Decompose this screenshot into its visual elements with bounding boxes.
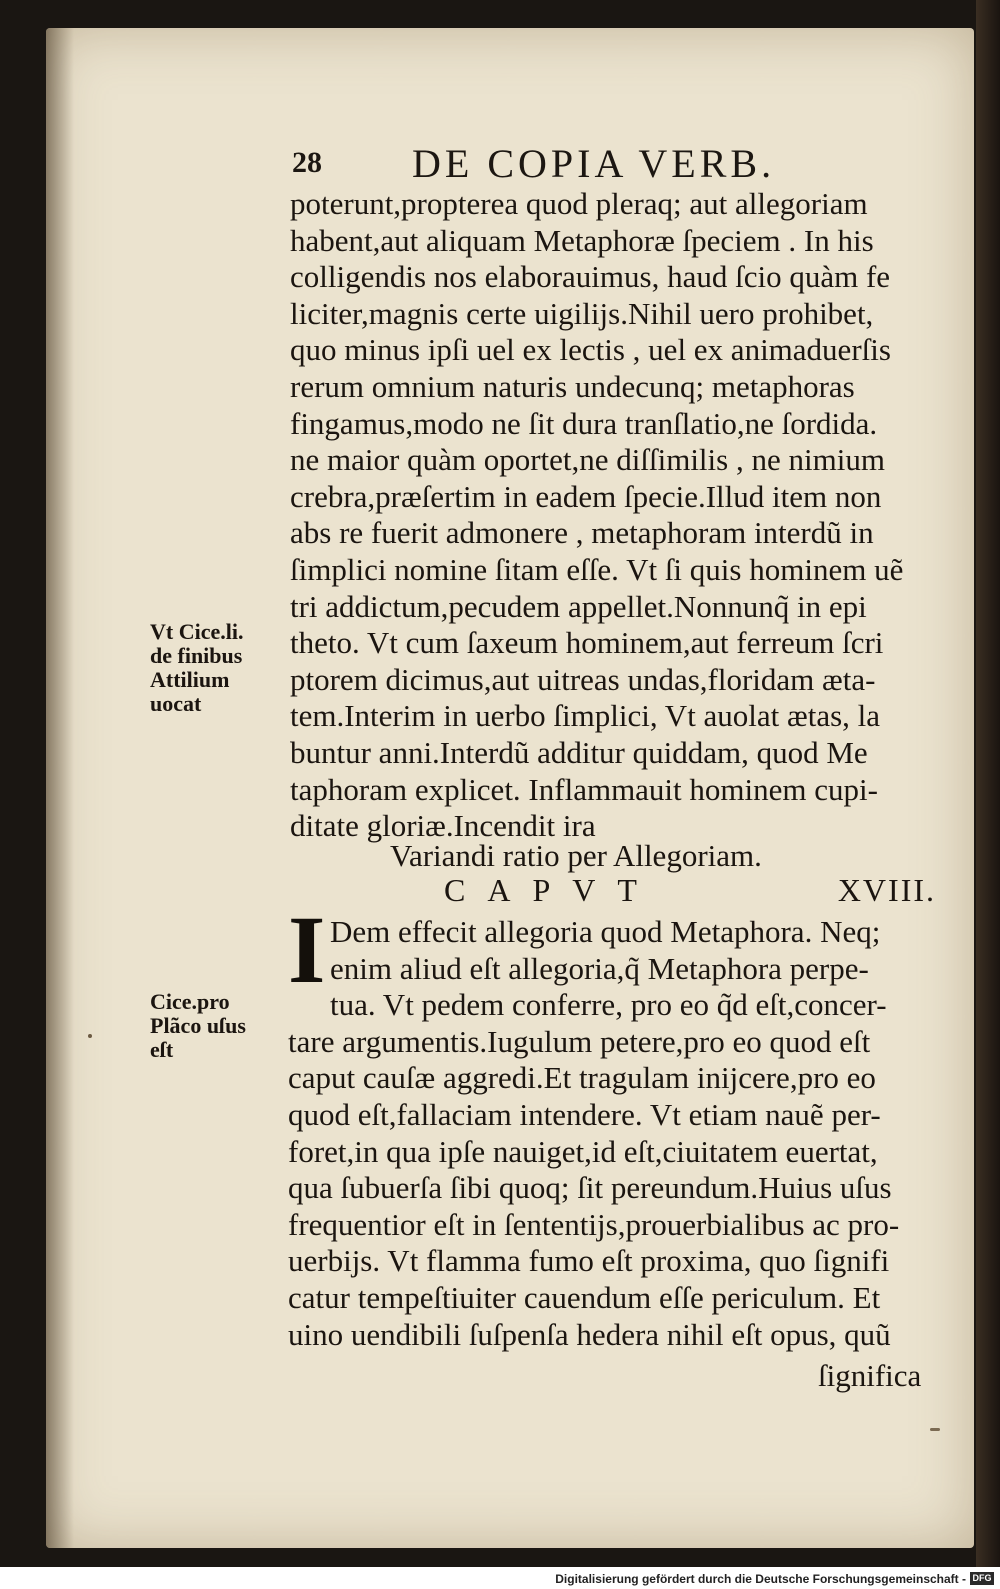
text-line: abs re fuerit admonere , metaphoram interdũ in bbox=[290, 515, 874, 551]
text-line: enim aliud eſt allegoria,q̃ Metaphora perpe- bbox=[330, 950, 869, 986]
book-spine bbox=[976, 0, 1000, 1570]
text-line: ne maior quàm oportet,ne diſſimilis , ne nimium bbox=[290, 442, 885, 478]
text-line: liciter,magnis certe uigilijs.Nihil uero prohibet, bbox=[290, 295, 874, 331]
text-line: theto. Vt cum ſaxeum hominem,aut ferreum ſcri bbox=[290, 625, 884, 661]
text-line: poterunt,propterea quod pleraq; aut allegoriam bbox=[290, 186, 868, 221]
text-line: ſimplici nomine ſitam eſſe. Vt ſi quis hominem uẽ bbox=[290, 551, 904, 587]
drop-cap: I bbox=[288, 896, 326, 1003]
text-line: tua. Vt pedem conferre, pro eo q̃d eſt,concer- bbox=[330, 987, 887, 1023]
paper-speck bbox=[930, 1428, 940, 1431]
text-line: habent,aut aliquam Metaphoræ ſpeciem . In his bbox=[290, 222, 874, 258]
paper-speck bbox=[88, 1034, 92, 1038]
page-number: 28 bbox=[292, 146, 322, 179]
footer-bar bbox=[0, 1567, 1000, 1589]
text-line: Dem effecit allegoria quod Metaphora. Neq; bbox=[330, 914, 881, 949]
marginal-note bbox=[150, 620, 285, 716]
marginal-note bbox=[150, 990, 285, 1062]
chapter-label: CAPVT bbox=[444, 872, 659, 908]
marginal-note-line: Vt Cice.li. bbox=[150, 619, 244, 644]
text-line: colligendis nos elaborauimus, haud ſcio quàm fe bbox=[290, 259, 891, 295]
text-line: catur tempeſtiuiter cauendum eſſe periculum. Et bbox=[288, 1279, 881, 1315]
text-line: taphoram explicet. Inflammauit hominem cupi- bbox=[290, 771, 878, 807]
text-line: qua ſubuerſa ſibi quoq; ſit pereundum.Huius uſus bbox=[288, 1170, 892, 1206]
marginal-note-line: de finibus bbox=[150, 643, 243, 668]
marginal-note-line: eſt bbox=[150, 1037, 174, 1062]
text-line: quod eſt,fallaciam intendere. Vt etiam nauẽ per- bbox=[288, 1096, 881, 1132]
marginal-note-line: Cice.pro bbox=[150, 989, 230, 1014]
text-line: buntur anni.Interdũ additur quiddam, quod Me bbox=[290, 734, 868, 770]
body-text bbox=[290, 186, 944, 845]
chapter-number: XVIII. bbox=[837, 872, 936, 908]
text-line: foret,in qua ipſe nauiget,id eſt,ciuitatem euertat, bbox=[288, 1133, 878, 1169]
marginal-note-line: Attilium bbox=[150, 667, 230, 692]
chapter-text bbox=[288, 914, 944, 1353]
chapter-heading bbox=[444, 872, 944, 912]
section-title: Variandi ratio per Allegoriam. bbox=[390, 838, 762, 873]
text-line: caput cauſæ aggredi.Et tragulam inijcere,pro eo bbox=[288, 1060, 876, 1096]
dfg-logo: DFG bbox=[970, 1572, 994, 1585]
marginal-note-line: uocat bbox=[150, 691, 202, 716]
running-head: DE COPIA VERB. bbox=[412, 141, 776, 186]
page-gutter-shadow bbox=[46, 28, 74, 1548]
page-header bbox=[292, 140, 942, 184]
marginal-note-line: Plãco uſus bbox=[150, 1013, 246, 1038]
text-line: quo minus ipſi uel ex lectis , uel ex animaduerſis bbox=[290, 332, 891, 368]
text-line: rerum omnium naturis undecunq; metaphoras bbox=[290, 368, 855, 404]
text-line: frequentior eſt in ſententijs,prouerbialibus ac pro- bbox=[288, 1206, 900, 1242]
text-line: ptorem dicimus,aut uitreas undas,floridam æta- bbox=[290, 661, 876, 697]
text-line: uerbijs. Vt flamma fumo eſt proxima, quo ſignifi bbox=[288, 1243, 890, 1279]
text-line: tri addictum,pecudem appellet.Nonnunq̃ in epi bbox=[290, 588, 867, 624]
text-line: crebra,præſertim in eadem ſpecie.Illud item non bbox=[290, 478, 882, 514]
catchword: ſignifica bbox=[818, 1358, 922, 1393]
text-line: tare argumentis.Iugulum petere,pro eo quod eſt bbox=[288, 1023, 871, 1059]
text-line: tem.Interim in uerbo ſimplici, Vt auolat ætas, la bbox=[290, 698, 881, 734]
text-line: fingamus,modo ne ſit dura tranſlatio,ne ſordida. bbox=[290, 405, 878, 441]
funding-credit: Digitalisierung gefördert durch die Deutsche Forschungsgemeinschaft - bbox=[555, 1572, 966, 1586]
text-line: ditate gloriæ.Incendit ira bbox=[290, 808, 596, 844]
text-line: uino uendibili ſuſpenſa hedera nihil eſt opus, quũ bbox=[288, 1316, 891, 1352]
